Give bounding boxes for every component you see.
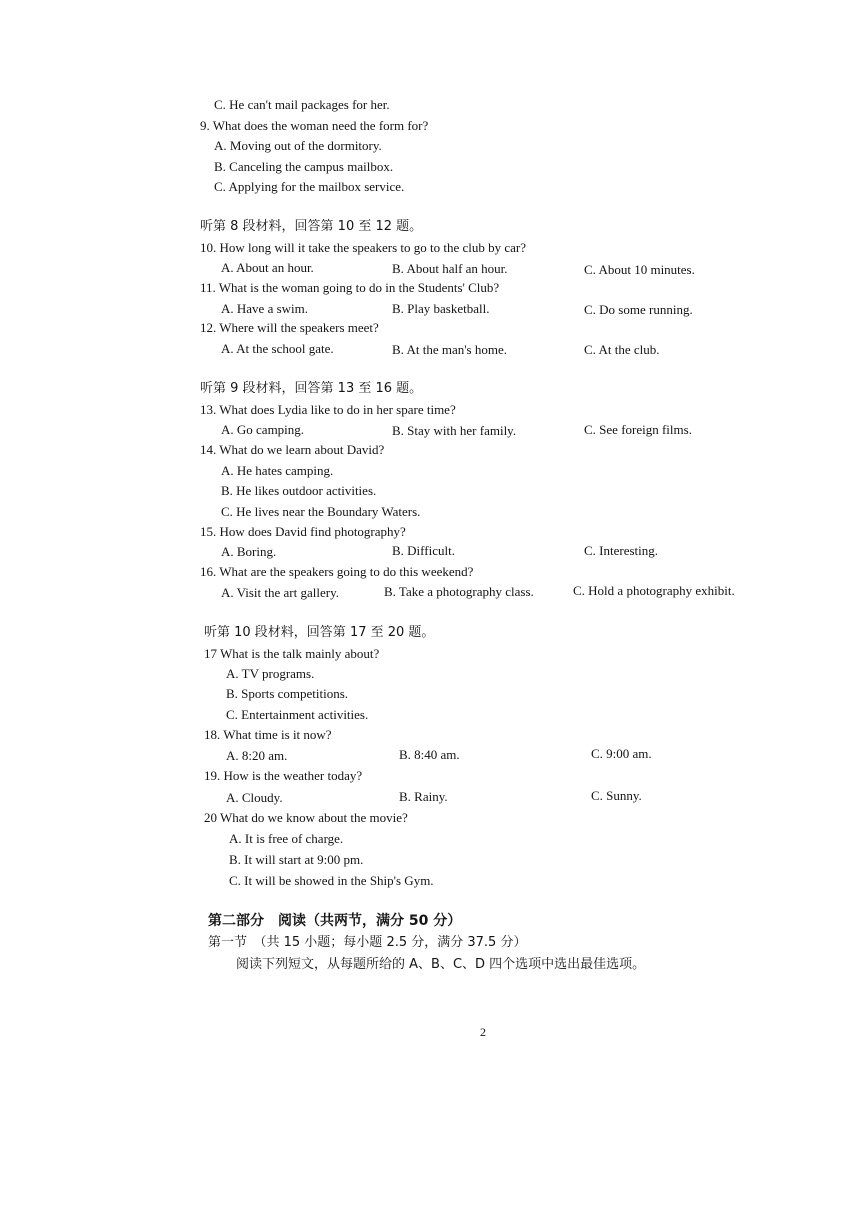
q18-option-c: C. 9:00 am. [591,746,652,761]
q17-option-b: B. Sports competitions. [226,686,349,701]
q12-question: 12. Where will the speakers meet? [200,320,379,335]
q10-option-a: A. About an hour. [221,260,314,275]
q14-option-c: C. He lives near the Boundary Waters. [221,504,421,519]
q19-option-c: C. Sunny. [591,788,642,803]
q12-option-c: C. At the club. [584,342,660,357]
q13-question: 13. What does Lydia like to do in her spare time? [200,402,456,417]
reading-instructions: 阅读下列短文，从每题所给的 A、B、C、D 四个选项中选出最佳选项。 [236,957,646,972]
q9-question: 9. What does the woman need the form for? [200,118,429,133]
page-number: 2 [480,1025,486,1039]
q20-option-c: C. It will be showed in the Ship's Gym. [229,873,434,888]
section-header-10: 听第 10 段材料，回答第 17 至 20 题。 [204,625,435,640]
q14-option-a: A. He hates camping. [221,463,334,478]
q18-option-b: B. 8:40 am. [399,747,460,762]
q9-option-c: C. Applying for the mailbox service. [214,179,405,194]
q20-option-a: A. It is free of charge. [229,831,344,846]
q15-option-c: C. Interesting. [584,543,659,558]
q9-option-a: A. Moving out of the dormitory. [214,138,382,153]
q14-option-b: B. He likes outdoor activities. [221,483,377,498]
q15-question: 15. How does David find photography? [200,524,406,539]
q20-option-b: B. It will start at 9:00 pm. [229,852,364,867]
q20-question: 20 What do we know about the movie? [204,810,408,825]
q10-option-b: B. About half an hour. [392,261,508,276]
q16-option-a: A. Visit the art gallery. [221,585,339,600]
q10-option-c: C. About 10 minutes. [584,262,695,277]
q12-option-a: A. At the school gate. [221,341,334,356]
q19-option-a: A. Cloudy. [226,790,283,805]
section-one-title: 第一节 （共 15 小题；每小题 2.5 分，满分 37.5 分） [208,935,527,950]
q14-question: 14. What do we learn about David? [200,442,385,457]
q19-question: 19. How is the weather today? [204,768,363,783]
q8-option-c: C. He can't mail packages for her. [214,97,390,112]
q15-option-a: A. Boring. [221,544,277,559]
q15-option-b: B. Difficult. [392,543,455,558]
q11-option-b: B. Play basketball. [392,301,490,316]
section-header-8: 听第 8 段材料，回答第 10 至 12 题。 [200,219,423,234]
q17-option-a: A. TV programs. [226,666,315,681]
q10-question: 10. How long will it take the speakers to go to the club by car? [200,240,527,255]
q17-option-c: C. Entertainment activities. [226,707,369,722]
section-header-9: 听第 9 段材料，回答第 13 至 16 题。 [200,381,423,396]
q18-question: 18. What time is it now? [204,727,332,742]
q13-option-c: C. See foreign films. [584,422,692,437]
q13-option-a: A. Go camping. [221,422,305,437]
q11-option-c: C. Do some running. [584,302,693,317]
q11-option-a: A. Have a swim. [221,301,309,316]
q16-question: 16. What are the speakers going to do this weekend? [200,564,474,579]
q19-option-b: B. Rainy. [399,789,448,804]
part-two-title: 第二部分 阅读（共两节，满分 50 分） [208,913,462,929]
q18-option-a: A. 8:20 am. [226,748,288,763]
q16-option-c: C. Hold a photography exhibit. [573,583,735,598]
q12-option-b: B. At the man's home. [392,342,508,357]
q11-question: 11. What is the woman going to do in the Students' Club? [200,280,500,295]
q13-option-b: B. Stay with her family. [392,423,517,438]
q17-question: 17 What is the talk mainly about? [204,646,380,661]
q9-option-b: B. Canceling the campus mailbox. [214,159,394,174]
q16-option-b: B. Take a photography class. [384,584,534,599]
